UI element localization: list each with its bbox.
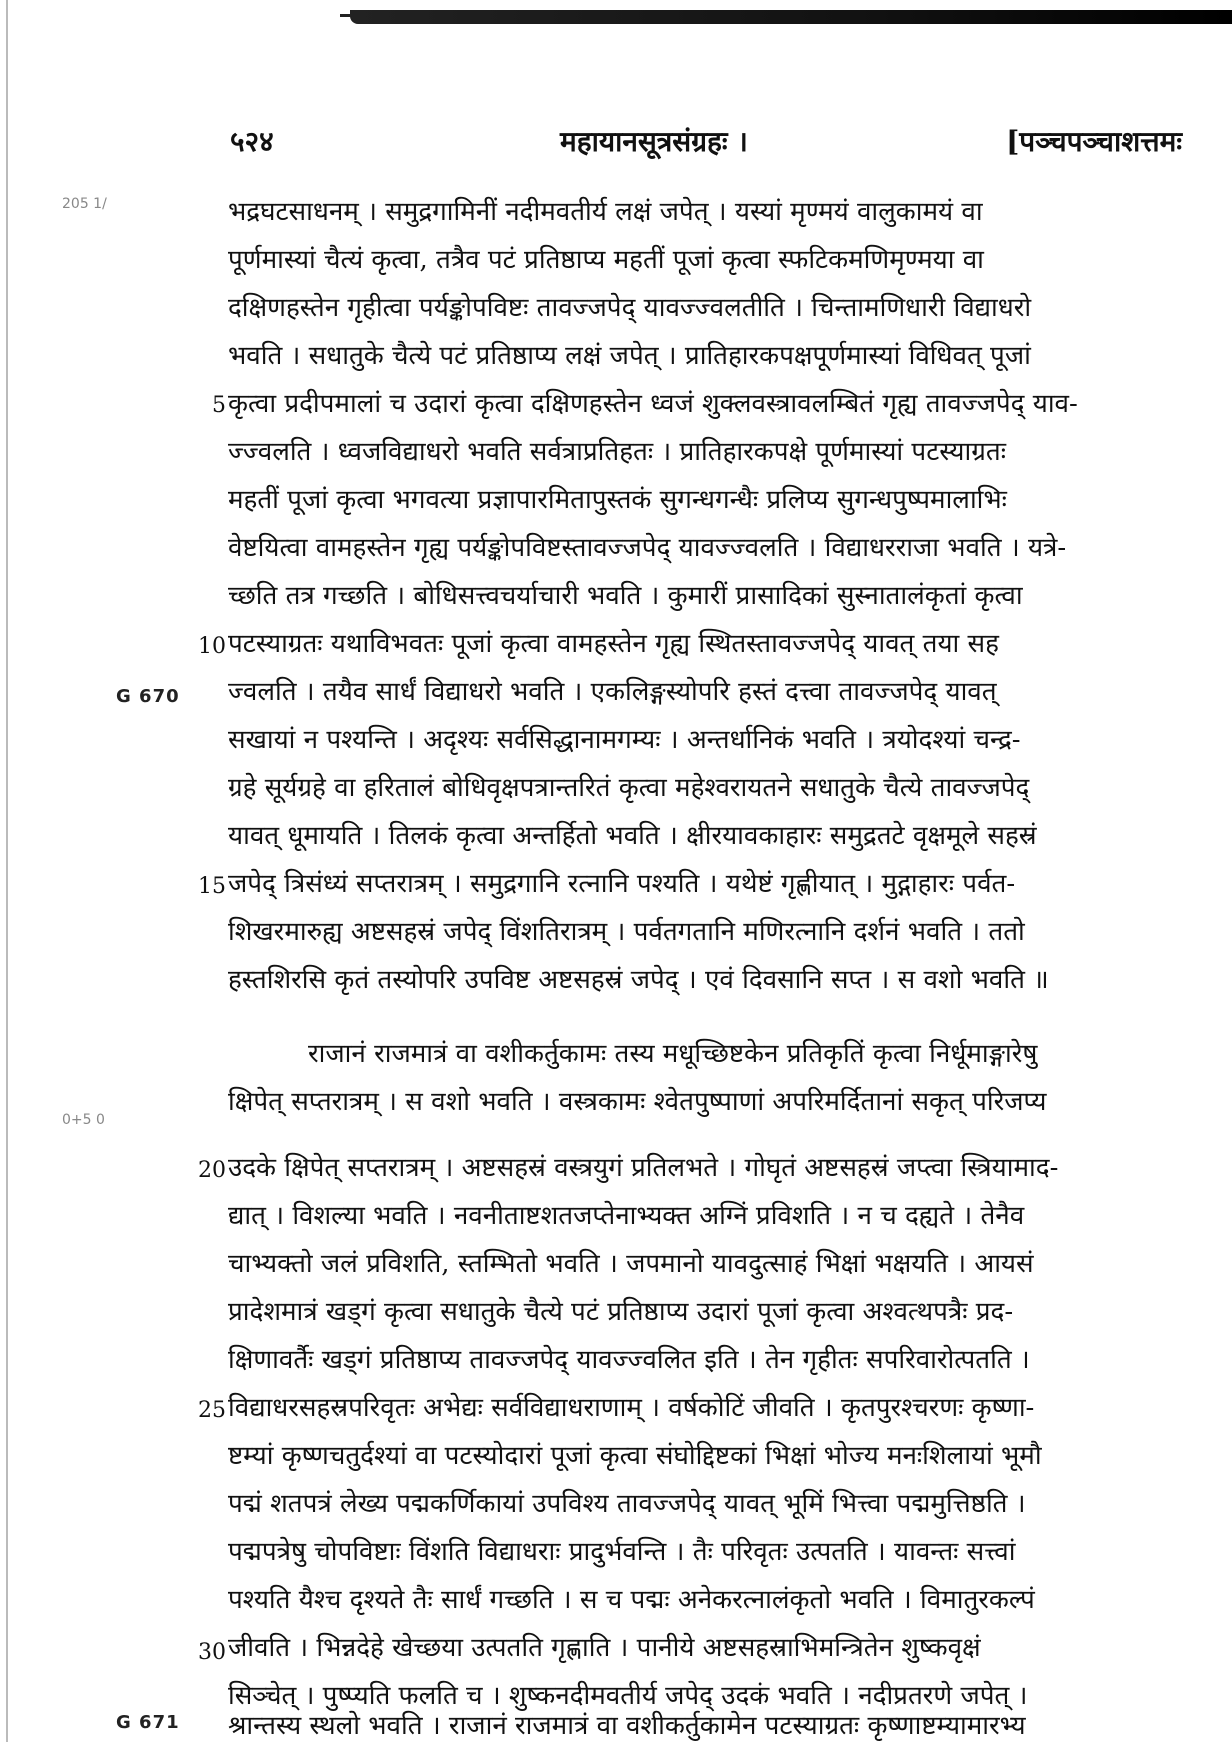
text-line: जीवति । भिन्नदेहे खेच्छया उत्पतति गृह्णाति । पानीये अष्टसहस्राभिमन्त्रितेन शुष्कवृक्षं bbox=[228, 1633, 981, 1663]
text-line: सखायां न पश्यन्ति । अदृश्यः सर्वसिद्धानामगम्यः । अन्तर्धानिकं भवति । त्रयोदश्यां चन्द्र- bbox=[228, 725, 1021, 755]
line-number: 10 bbox=[198, 634, 226, 659]
text-line: हस्तशिरसि कृतं तस्योपरि उपविष्ट अष्टसहस्रं जपेद् । एवं दिवसानि सप्त । स वशो भवति ॥ bbox=[228, 965, 1049, 995]
margin-note: G 670 bbox=[116, 686, 180, 707]
text-line: च्छति तत्र गच्छति । बोधिसत्त्वचर्याचारी भवति । कुमारीं प्रासादिकां सुस्नातालंकृतां कृत्वा bbox=[228, 581, 1023, 611]
text-line: सिञ्चेत् । पुष्प्यति फलति च । शुष्कनदीमवतीर्य जपेद् उदकं भवति । नदीप्रतरणे जपेत् । bbox=[228, 1681, 1028, 1711]
text-line: महतीं पूजां कृत्वा भगवत्या प्रज्ञापारमितापुस्तकं सुगन्धगन्धैः प्रलिप्य सुगन्धपुष्पमालाभिः bbox=[228, 485, 1007, 515]
text-line: प्रादेशमात्रं खड्गं कृत्वा सधातुके चैत्ये पटं प्रतिष्ठाप्य उदारां पूजां कृत्वा अश्वत्थपत्रैः प्रद- bbox=[228, 1297, 1014, 1327]
text-line: ज्ज्वलति । ध्वजविद्याधरो भवति सर्वत्राप्रतिहतः । प्रातिहारकपक्षे पूर्णमास्यां पटस्याग्रतः bbox=[228, 437, 1006, 467]
paragraph-start-line: राजानं राजमात्रं वा वशीकर्तुकामः तस्य मधूच्छिष्टकेन प्रतिकृतिं कृत्वा निर्धूमाङ्गारेषु bbox=[308, 1039, 1038, 1069]
text-line: शिखरमारुह्य अष्टसहस्रं जपेद् विंशतिरात्रम् । पर्वतगतानि मणिरत्नानि दर्शनं भवति । ततो bbox=[228, 917, 1025, 947]
text-line: भवति । सधातुके चैत्ये पटं प्रतिष्ठाप्य लक्षं जपेत् । प्रातिहारकपक्षपूर्णमास्यां विधिवत् पूजां bbox=[228, 341, 1031, 371]
text-line: जपेद् त्रिसंध्यं सप्तरात्रम् । समुद्रगानि रत्नानि पश्यति । यथेष्टं गृह्णीयात् । मुद्गाहारः पर्वत- bbox=[228, 869, 1016, 899]
text-line: ग्रहे सूर्यग्रहे वा हरितालं बोधिवृक्षपत्रान्तरितं कृत्वा महेश्वरायतने सधातुके चैत्ये तावज्जपेद् bbox=[228, 773, 1030, 803]
line-number: 20 bbox=[198, 1158, 226, 1183]
text-line: क्षिणावर्तैः खड्गं प्रतिष्ठाप्य तावज्जपेद् यावज्ज्वलित इति । तेन गृहीतः सपरिवारोत्पतति । bbox=[228, 1345, 1030, 1375]
faint-margin-mark: 0+5 0 bbox=[62, 1112, 105, 1128]
line-number: 30 bbox=[198, 1640, 226, 1665]
margin-note: G 671 bbox=[116, 1712, 180, 1733]
text-line: पटस्याग्रतः यथाविभवतः पूजां कृत्वा वामहस्तेन गृह्य स्थितस्तावज्जपेद् यावत् तया सह bbox=[228, 629, 999, 659]
page-number: ५२४ bbox=[230, 125, 274, 158]
book-title: महायानसूत्रसंग्रहः । bbox=[560, 125, 748, 158]
text-line: कृत्वा प्रदीपमालां च उदारां कृत्वा दक्षिणहस्तेन ध्वजं शुक्लवस्त्रावलम्बितं गृह्य तावज्जपेद् याव- bbox=[228, 389, 1078, 419]
text-line: पश्यति यैश्च दृश्यते तैः सार्धं गच्छति । स च पद्मः अनेकरत्नालंकृतो भवति । विमातुरकल्पं bbox=[228, 1585, 1035, 1615]
top-rule bbox=[350, 10, 1232, 24]
text-line: दक्षिणहस्तेन गृहीत्वा पर्यङ्कोपविष्टः तावज्जपेद् यावज्ज्वलतीति । चिन्तामणिधारी विद्याधरो bbox=[228, 293, 1032, 323]
text-line: ष्टम्यां कृष्णचतुर्दश्यां वा पटस्योदारां पूजां कृत्वा संघोद्दिष्टकां भिक्षां भोज्य मनःशिलायां भूमौ bbox=[228, 1441, 1042, 1471]
text-line: चाभ्यक्तो जलं प्रविशति, स्तम्भितो भवति । जपमानो यावदुत्साहं भिक्षां भक्षयति । आयसं bbox=[228, 1249, 1034, 1279]
text-line: पद्मं शतपत्रं लेख्य पद्मकर्णिकायां उपविश्य तावज्जपेद् यावत् भूमिं भित्त्वा पद्ममुत्तिष्ठति । bbox=[228, 1489, 1026, 1519]
text-line: श्रान्तस्य स्थलो भवति । राजानं राजमात्रं वा वशीकर्तुकामेन पटस्याग्रतः कृष्णाष्टम्यामारभ्य bbox=[228, 1711, 1026, 1741]
text-line: पूर्णमास्यां चैत्यं कृत्वा, तत्रैव पटं प्रतिष्ठाप्य महतीं पूजां कृत्वा स्फटिकमणिमृण्मया वा bbox=[228, 245, 984, 275]
text-line: भद्रघटसाधनम् । समुद्रगामिनीं नदीमवतीर्य लक्षं जपेत् । यस्यां मृण्मयं वालुकामयं वा bbox=[228, 197, 983, 227]
text-line: ज्वलति । तयैव सार्धं विद्याधरो भवति । एकलिङ्गस्योपरि हस्तं दत्त्वा तावज्जपेद् यावत् bbox=[228, 677, 997, 707]
line-number: 5 bbox=[212, 393, 226, 418]
text-line: वेष्टयित्वा वामहस्तेन गृह्य पर्यङ्कोपविष्टस्तावज्जपेद् यावज्ज्वलति । विद्याधरराजा भवति । यत्रे- bbox=[228, 533, 1067, 563]
scan-edge bbox=[6, 0, 8, 1742]
text-line: उदके क्षिपेत् सप्तरात्रम् । अष्टसहस्रं वस्त्रयुगं प्रतिलभते । गोघृतं अष्टसहस्रं जप्त्वा स्त्रियामाद- bbox=[228, 1153, 1059, 1183]
line-number: 15 bbox=[198, 874, 226, 899]
faint-margin-mark: 205 1/ bbox=[62, 196, 107, 212]
text-line: यावत् धूमायति । तिलकं कृत्वा अन्तर्हितो भवति । क्षीरयावकाहारः समुद्रतटे वृक्षमूले सहस्रं bbox=[228, 821, 1037, 851]
text-line: क्षिपेत् सप्तरात्रम् । स वशो भवति । वस्त्रकामः श्वेतपुष्पाणां अपरिमर्दितानां सकृत् परिजप्य bbox=[228, 1087, 1047, 1117]
page-header bbox=[230, 122, 1190, 162]
line-number: 25 bbox=[198, 1398, 226, 1423]
text-line: द्यात् । विशल्या भवति । नवनीताष्टशतजप्तेनाभ्यक्त अग्निं प्रविशति । न च दह्यते । तेनैव bbox=[228, 1201, 1025, 1231]
section-title: [पञ्चपञ्चाशत्तमः bbox=[1006, 125, 1182, 158]
text-line: पद्मपत्रेषु चोपविष्टाः विंशति विद्याधराः प्रादुर्भवन्ति । तैः परिवृतः उत्पतति । यावन्तः सत्त्वां bbox=[228, 1537, 1016, 1567]
text-line: विद्याधरसहस्रपरिवृतः अभेद्यः सर्वविद्याधराणाम् । वर्षकोटिं जीवति । कृतपुरश्चरणः कृष्णा- bbox=[228, 1393, 1035, 1423]
